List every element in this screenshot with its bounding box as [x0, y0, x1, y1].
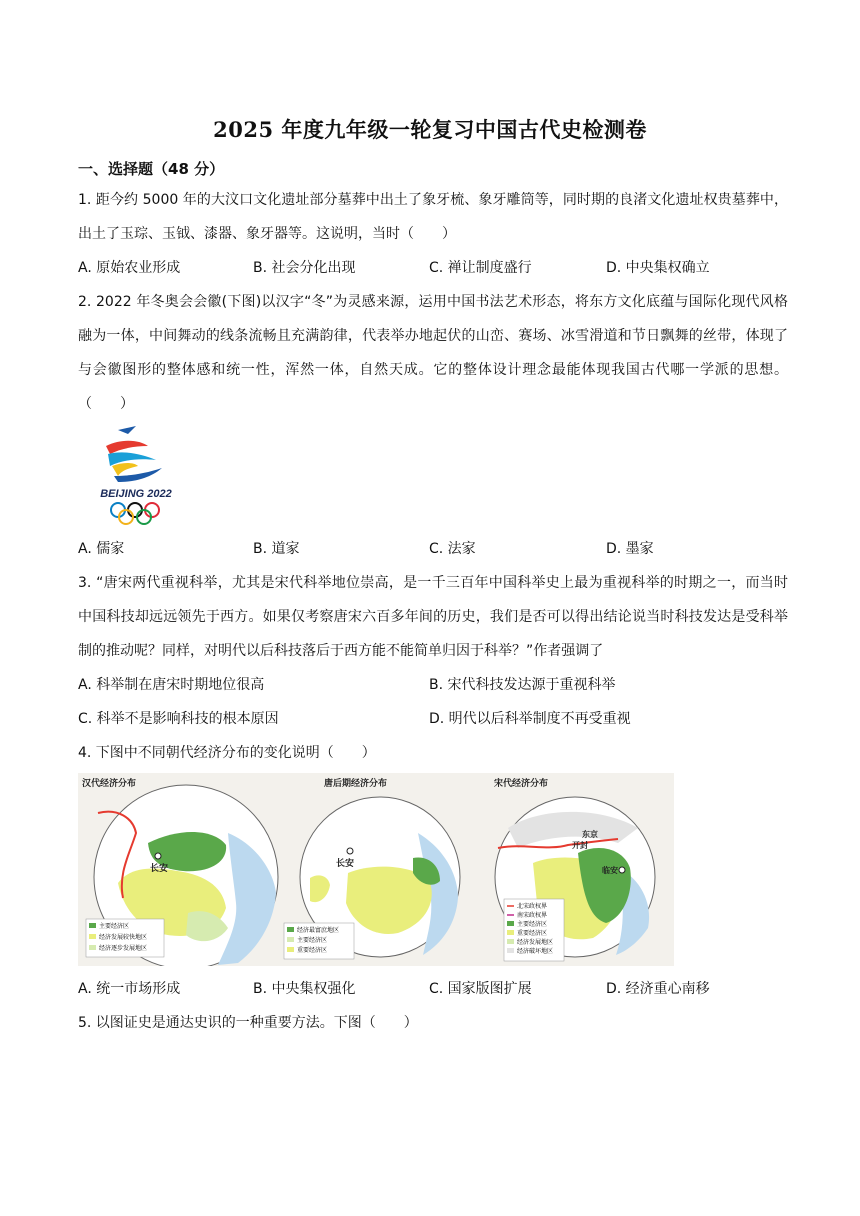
legend-label: 经济破坏地区 [517, 948, 554, 955]
legend-label: 重要经济区 [297, 947, 328, 954]
question-1-stem: 1. 距今约 5000 年的大汶口文化遗址部分墓葬中出土了象牙梳、象牙雕筒等，同时期的良渚文化遗址权贵墓葬中，出土了玉琮、玉钺、漆器、象牙器等。这说明，当时（ ） [78, 192, 788, 242]
option-a[interactable]: A. 统一市场形成 [78, 981, 181, 997]
legend-label: 经济最富庶地区 [297, 927, 340, 934]
map-tang-city: 长安 [336, 859, 355, 869]
map-song-title: 宋代经济分布 [494, 779, 549, 789]
legend-swatch [89, 923, 96, 928]
legend-swatch [507, 939, 514, 944]
option-b[interactable]: B. 宋代科技发达源于重视科举 [429, 677, 616, 693]
map-tang-city-dot [347, 848, 353, 854]
question-4-stem: 4. 下图中不同朝代经济分布的变化说明（ ） [78, 745, 376, 761]
option-b[interactable]: B. 社会分化出现 [253, 260, 356, 276]
question-4-options [78, 972, 788, 1006]
legend-label: 经济发展地区 [517, 939, 554, 946]
legend-swatch [287, 927, 294, 932]
question-2-stem: 2. 2022 年冬奥会会徽(下图)以汉字“冬”为灵感来源，运用中国书法艺术形态，将东方文化底蕴与国际化现代风格融为一体，中间舞动的线条流畅且充满韵律，代表举办地起伏的山峦、赛场、冰雪滑道和节日飘舞的丝带，体现了与会徽图形的整体感和统一性，浑然一体，自然天成。它的整体设计理念最能体现我国古代哪一学派的思想。（ ） [78, 294, 788, 412]
map-han-title: 汉代经济分布 [82, 779, 137, 789]
option-a[interactable]: A. 科举制在唐宋时期地位很高 [78, 677, 265, 693]
option-c[interactable]: C. 法家 [429, 541, 476, 557]
map-han-city-dot [155, 853, 161, 859]
legend-swatch [287, 947, 294, 952]
map-song-city2: 东京 [582, 830, 598, 839]
legend-label: 主要经济区 [517, 921, 548, 928]
option-d[interactable]: D. 中央集权确立 [606, 260, 710, 276]
option-c[interactable]: C. 科举不是影响科技的根本原因 [78, 711, 279, 727]
map-tang-title: 唐后期经济分布 [324, 779, 388, 789]
legend-label: 主要经济区 [297, 937, 328, 944]
emblem-stroke-red [106, 441, 148, 454]
question-5-stem: 5. 以图证史是通达史识的一种重要方法。下图（ ） [78, 1015, 418, 1031]
question-1-options [78, 251, 788, 285]
option-d[interactable]: D. 墨家 [606, 541, 654, 557]
map-han-city: 长安 [150, 864, 169, 874]
map-song-city3: 开封 [572, 841, 588, 850]
legend-label: 北宋政权界 [517, 903, 548, 910]
option-a[interactable]: A. 原始农业形成 [78, 260, 181, 276]
legend-label: 南宋政权界 [517, 912, 548, 919]
legend-label: 经济逐步发展地区 [99, 945, 148, 952]
question-3-options-row1 [78, 668, 788, 702]
option-b[interactable]: B. 中央集权强化 [253, 981, 356, 997]
page-title: 2025 年度九年级一轮复习中国古代史检测卷 [213, 117, 647, 142]
legend-label: 主要经济区 [99, 923, 130, 930]
emblem-stroke-yellow [112, 463, 138, 476]
option-c[interactable]: C. 禅让制度盛行 [429, 260, 532, 276]
option-d[interactable]: D. 经济重心南移 [606, 981, 710, 997]
emblem-stroke-top [118, 426, 136, 434]
legend-label: 重要经济区 [517, 930, 548, 937]
question-3-options-row2 [78, 702, 788, 736]
map-song-city: 临安 [602, 866, 618, 875]
legend-swatch [89, 945, 96, 950]
emblem-text: BEIJING 2022 [100, 488, 172, 500]
option-c[interactable]: C. 国家版图扩展 [429, 981, 532, 997]
legend-swatch [287, 937, 294, 942]
beijing-2022-emblem [88, 424, 184, 528]
olympic-rings-icon [111, 503, 159, 524]
question-2-options [78, 532, 788, 566]
section-heading: 一、选择题（48 分） [78, 160, 225, 178]
question-3-stem: 3. “唐宋两代重视科举，尤其是宋代科举地位崇高，是一千三百年中国科举史上最为重视科举的时期之一，而当时中国科技却远远领先于西方。如果仅考察唐宋六百多年间的历史，我们是否可以得出结论说当时科技发达是受科举制的推动呢？同样，对明代以后科技落后于西方能不能简单归因于科举？”作者强调了 [78, 575, 788, 659]
map-song-city-dot [619, 867, 625, 873]
option-d[interactable]: D. 明代以后科举制度不再受重视 [429, 711, 631, 727]
legend-label: 经济发展较快地区 [99, 934, 148, 941]
legend-swatch [89, 934, 96, 939]
legend-swatch [507, 930, 514, 935]
legend-swatch [507, 948, 514, 953]
option-a[interactable]: A. 儒家 [78, 541, 125, 557]
legend-swatch [507, 921, 514, 926]
economic-distribution-maps [78, 773, 674, 966]
option-b[interactable]: B. 道家 [253, 541, 300, 557]
